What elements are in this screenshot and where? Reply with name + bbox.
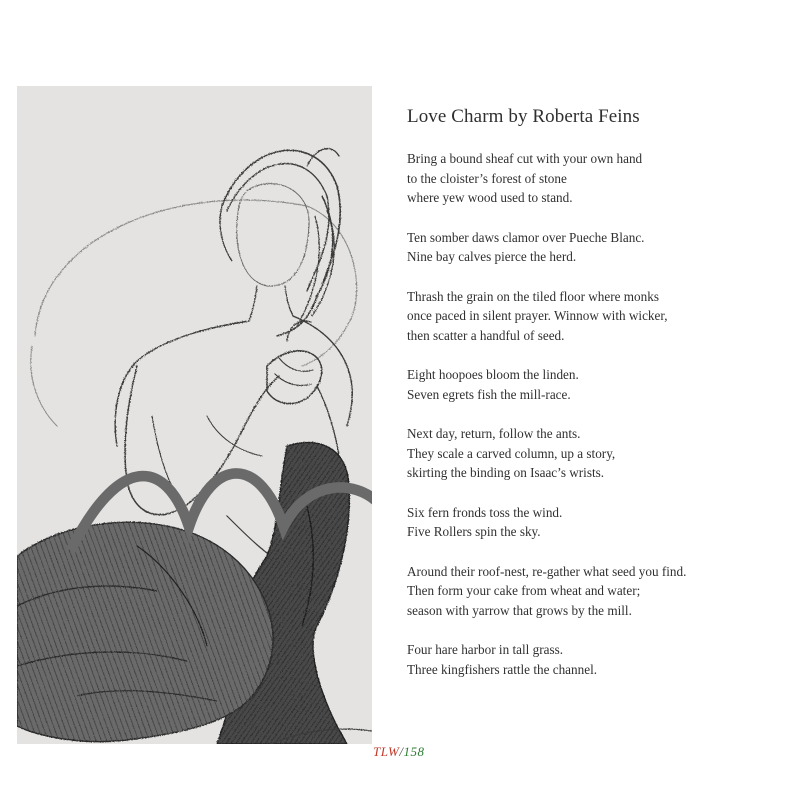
poem-line: Four hare harbor in tall grass. [407, 642, 564, 657]
poem-line: Around their roof-nest, re-gather what seed you find. [407, 563, 687, 579]
poem-line: They scale a carved column, up a story, [407, 445, 616, 461]
poem-line: Next day, return, follow the ants. [407, 426, 581, 441]
stanza-6 [407, 503, 787, 542]
poem-line: skirting the binding on Isaac’s wrists. [407, 465, 605, 480]
poem-line: Nine bay calves pierce the herd. [407, 249, 577, 264]
poem-line: where yew wood used to stand. [407, 190, 573, 205]
poem-line: season with yarrow that grows by the mill. [407, 602, 632, 618]
stanza-2 [407, 228, 787, 267]
stanza-3 [407, 287, 787, 346]
page-mark-initials: TLW [373, 744, 400, 759]
page-mark-number: 158 [403, 744, 425, 759]
poem-line: Five Rollers spin the sky. [407, 524, 541, 539]
poem-line: Ten somber daws clamor over Pueche Blanc. [407, 229, 645, 245]
poem-line: Then form your cake from wheat and water; [407, 583, 641, 598]
stanza-7 [407, 562, 787, 621]
stanza-1 [407, 149, 787, 208]
poem [407, 104, 787, 699]
page-mark [373, 744, 424, 760]
stanza-5 [407, 424, 787, 483]
page-mark-separator: / [399, 744, 404, 759]
poem-line: Three kingfishers rattle the channel. [407, 661, 598, 677]
stanza-4 [407, 365, 787, 404]
stanza-8 [407, 640, 787, 679]
poem-line: Six fern fronds toss the wind. [407, 504, 563, 520]
charcoal-figure-drawing [17, 86, 372, 744]
poem-line: Seven egrets fish the mill-race. [407, 386, 571, 402]
artist-signature [47, 174, 372, 744]
poem-line: Eight hoopoes bloom the linden. [407, 367, 579, 382]
poem-line: Bring a bound sheaf cut with your own hand [407, 151, 643, 166]
poem-line: to the cloister’s forest of stone [407, 170, 567, 186]
poem-title: Love Charm by Roberta Feins [407, 106, 640, 127]
poem-line: then scatter a handful of seed. [407, 327, 565, 343]
poem-line: once paced in silent prayer. Winnow with wicker, [407, 308, 668, 323]
poem-line: Thrash the grain on the tiled floor where monks [407, 288, 659, 304]
